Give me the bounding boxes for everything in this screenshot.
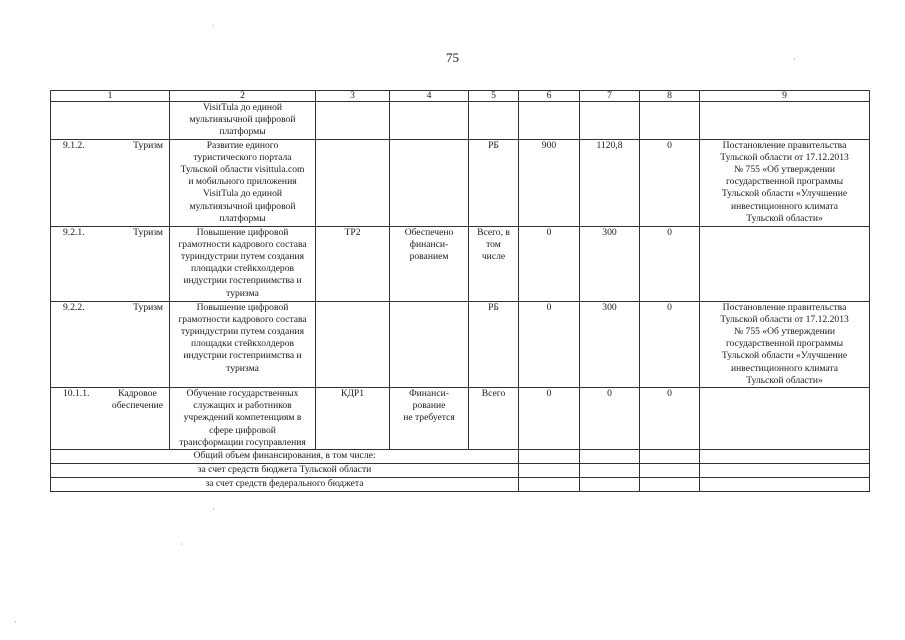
row-value-col7: 1120,8 [580, 139, 640, 226]
row-number: 10.1.1. [63, 388, 90, 400]
row-financing-status [390, 102, 469, 140]
row-value-col6: 0 [519, 301, 580, 387]
totals-value-cell [640, 464, 700, 478]
row-value-col8: 0 [640, 388, 700, 450]
row-value-col8 [640, 102, 700, 140]
totals-value-cell [580, 478, 640, 492]
scan-speck: · [180, 540, 183, 549]
row-value-col8: 0 [640, 139, 700, 226]
row-area: Кадровое обеспечение [111, 388, 163, 412]
header-row [51, 91, 870, 102]
column-header: 7 [580, 91, 640, 102]
row-value-col6: 900 [519, 139, 580, 226]
row-funding-source: Всего [469, 388, 519, 450]
row-id-cell [51, 226, 170, 301]
totals-value-cell [580, 450, 640, 464]
row-value-col7: 300 [580, 226, 640, 301]
table-row [51, 388, 870, 450]
row-value-col7: 300 [580, 301, 640, 387]
row-number: 9.2.2. [63, 301, 85, 313]
totals-value-cell [640, 450, 700, 464]
row-number: 9.2.1. [63, 226, 85, 238]
column-header: 8 [640, 91, 700, 102]
column-header: 1 [51, 91, 170, 102]
row-value-col7: 0 [580, 388, 640, 450]
row-value-col8: 0 [640, 226, 700, 301]
totals-value-cell [640, 478, 700, 492]
financing-table [50, 90, 870, 492]
table-row [51, 139, 870, 226]
scan-speck: · [212, 505, 215, 514]
row-funding-source [469, 102, 519, 140]
row-value-col6: 0 [519, 388, 580, 450]
row-id-cell [51, 102, 170, 140]
row-funding-source: РБ [469, 139, 519, 226]
scan-speck: · [212, 22, 215, 31]
totals-label: за счет средств федерального бюджета [51, 478, 519, 492]
totals-value-cell [700, 450, 870, 464]
column-header: 6 [519, 91, 580, 102]
row-value-col6: 0 [519, 226, 580, 301]
totals-value-cell [519, 464, 580, 478]
row-value-col6 [519, 102, 580, 140]
column-header: 2 [170, 91, 316, 102]
table-row [51, 226, 870, 301]
table-row [51, 301, 870, 387]
totals-value-cell [700, 464, 870, 478]
totals-label: за счет средств бюджета Тульской области [51, 464, 519, 478]
row-financing-status [390, 301, 469, 387]
totals-row [51, 464, 870, 478]
row-financing-status [390, 139, 469, 226]
row-legal-basis [700, 102, 870, 140]
totals-value-cell [519, 450, 580, 464]
column-header: 3 [316, 91, 390, 102]
page-number: 75 [446, 50, 459, 65]
row-description: VisitTula до единой мультиязычной цифровой платформы [170, 102, 316, 140]
row-description: Повышение цифровой грамотности кадрового состава туриндустрии путем создания площадки стейкхолдеров индустрии гостеприимства и туризма [170, 226, 316, 301]
row-indicator: КДР1 [316, 388, 390, 450]
row-id-cell [51, 388, 170, 450]
row-indicator [316, 139, 390, 226]
totals-value-cell [580, 464, 640, 478]
row-indicator: ТР2 [316, 226, 390, 301]
row-description: Развитие единого туристического портала Тульской области visittula.com и мобильного приложения VisitTula до единой мультиязычной цифровой платформы [170, 139, 316, 226]
table-row [51, 102, 870, 140]
totals-value-cell [519, 478, 580, 492]
row-value-col7 [580, 102, 640, 140]
row-id-cell [51, 301, 170, 387]
row-legal-basis [700, 388, 870, 450]
row-financing-status: Финанси- рование не требуется [390, 388, 469, 450]
row-description: Обучение государственных служащих и работников учреждений компетенциям в сфере цифровой трансформации госуправления [170, 388, 316, 450]
row-area: Туризм [133, 226, 163, 238]
row-financing-status: Обеспечено финанси- рованием [390, 226, 469, 301]
totals-label: Общий объем финансирования, в том числе: [51, 450, 519, 464]
totals-row [51, 450, 870, 464]
row-indicator [316, 102, 390, 140]
row-id-cell [51, 139, 170, 226]
row-indicator [316, 301, 390, 387]
row-legal-basis: Постановление правительства Тульской области от 17.12.2013 № 755 «Об утверждении государственной программы Тульской области «Улучшение инвестиционного климата Тульской области» [700, 139, 870, 226]
row-number: 9.1.2. [63, 139, 85, 151]
row-value-col8: 0 [640, 301, 700, 387]
totals-value-cell [700, 478, 870, 492]
row-funding-source: Всего, в том числе [469, 226, 519, 301]
column-header: 4 [390, 91, 469, 102]
column-header: 9 [700, 91, 870, 102]
row-funding-source: РБ [469, 301, 519, 387]
row-legal-basis: Постановление правительства Тульской области от 17.12.2013 № 755 «Об утверждении государственной программы Тульской области «Улучшение инвестиционного климата Тульской области» [700, 301, 870, 387]
row-area: Туризм [133, 139, 163, 151]
column-header: 5 [469, 91, 519, 102]
row-legal-basis [700, 226, 870, 301]
totals-row [51, 478, 870, 492]
row-description: Повышение цифровой грамотности кадрового состава туриндустрии путем создания площадки стейкхолдеров индустрии гостеприимства и туризма [170, 301, 316, 387]
row-area: Туризм [133, 301, 163, 313]
scan-speck: · [793, 55, 796, 64]
scan-speck: · [14, 618, 17, 627]
